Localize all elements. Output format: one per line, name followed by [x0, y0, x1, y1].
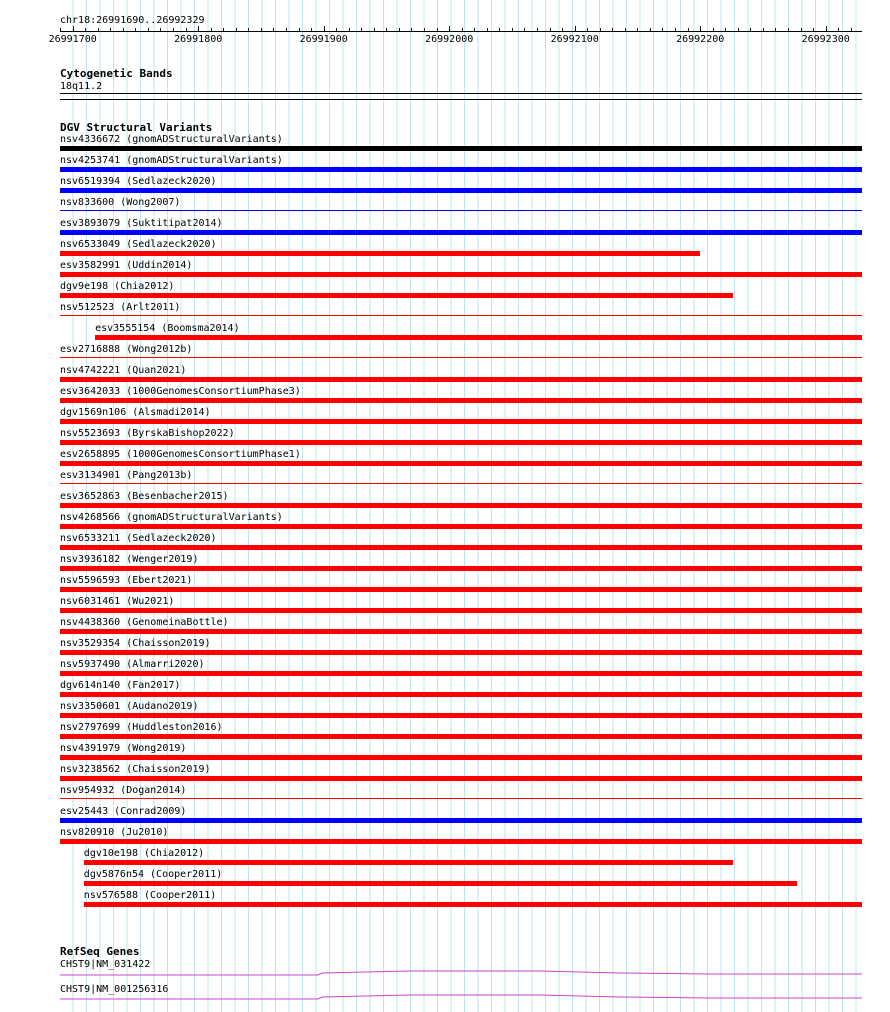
cytoband-track-title: Cytogenetic Bands	[60, 67, 173, 80]
dgv-variant-label[interactable]: nsv3529354 (Chaisson2019)	[60, 638, 211, 649]
dgv-variant-label[interactable]: nsv576588 (Cooper2011)	[83, 890, 217, 901]
dgv-variant-label[interactable]: esv3652863 (Besenbacher2015)	[60, 491, 229, 502]
dgv-variant-label[interactable]: nsv3936182 (Wenger2019)	[60, 554, 199, 565]
ruler-tick-label: 26992200	[676, 34, 725, 45]
ruler-tick-label: 26991800	[174, 34, 223, 45]
dgv-variant-label[interactable]: esv3582991 (Uddin2014)	[60, 260, 193, 271]
dgv-variant-label[interactable]: dgv5876n54 (Cooper2011)	[83, 869, 223, 880]
refseq-gene-label[interactable]: CHST9|NM_001256316	[60, 984, 169, 995]
dgv-variant-label[interactable]: esv3893079 (Suktitipat2014)	[60, 218, 223, 229]
ruler-tick-label: 26991900	[299, 34, 348, 45]
dgv-variant-label[interactable]: nsv512523 (Arlt2011)	[60, 302, 181, 313]
dgv-variant-label[interactable]: dgv9e198 (Chia2012)	[60, 281, 175, 292]
dgv-variant-label[interactable]: dgv1569n106 (Alsmadi2014)	[60, 407, 211, 418]
dgv-variant-label[interactable]: esv2658895 (1000GenomesConsortiumPhase1)	[60, 449, 301, 460]
ruler-tick-label: 26992100	[550, 34, 599, 45]
dgv-variant-label[interactable]: nsv4253741 (gnomADStructuralVariants)	[60, 155, 283, 166]
dgv-variant-label[interactable]: nsv6533049 (Sedlazeck2020)	[60, 239, 217, 250]
refseq-gene-label[interactable]: CHST9|NM_031422	[60, 959, 151, 970]
ruler-position-label: chr18:26991690..26992329	[60, 15, 205, 26]
dgv-variant-label[interactable]: nsv4438360 (GenomeinaBottle)	[60, 617, 229, 628]
dgv-variant-label[interactable]: esv3134901 (Pang2013b)	[60, 470, 193, 481]
cytoband-label: 18q11.2	[60, 81, 103, 92]
refseq-gene-model-2[interactable]	[60, 995, 862, 999]
dgv-variant-label[interactable]: nsv833600 (Wong2007)	[60, 197, 181, 208]
dgv-variant-label[interactable]: esv25443 (Conrad2009)	[60, 806, 187, 817]
refseq-track-title: RefSeq Genes	[60, 945, 140, 958]
dgv-variant-label[interactable]: nsv4336672 (gnomADStructuralVariants)	[60, 134, 283, 145]
refseq-gene-model-1[interactable]	[60, 971, 862, 975]
dgv-variant-label[interactable]: esv3555154 (Boomsma2014)	[95, 323, 240, 334]
dgv-variant-label[interactable]: nsv6031461 (Wu2021)	[60, 596, 175, 607]
ruler-tick-label: 26992300	[801, 34, 850, 45]
dgv-variant-label[interactable]: nsv4268566 (gnomADStructuralVariants)	[60, 512, 283, 523]
dgv-variant-label[interactable]: dgv614n140 (Fan2017)	[60, 680, 181, 691]
dgv-variant-label[interactable]: nsv954932 (Dogan2014)	[60, 785, 187, 796]
ruler-tick-label: 26992000	[425, 34, 474, 45]
dgv-variant-label[interactable]: dgv10e198 (Chia2012)	[83, 848, 205, 859]
dgv-variant-label[interactable]: nsv5596593 (Ebert2021)	[60, 575, 193, 586]
dgv-variant-label[interactable]: nsv4742221 (Quan2021)	[60, 365, 187, 376]
dgv-variant-label[interactable]: esv2716888 (Wong2012b)	[60, 344, 193, 355]
dgv-variant-label[interactable]: nsv820910 (Ju2010)	[60, 827, 169, 838]
dgv-variant-label[interactable]: nsv5937490 (Almarri2020)	[60, 659, 205, 670]
dgv-variant-label[interactable]: nsv3350601 (Audano2019)	[60, 701, 199, 712]
dgv-variant-label[interactable]: nsv5523693 (ByrskaBishop2022)	[60, 428, 235, 439]
ruler-tick-label: 26991700	[48, 34, 97, 45]
dgv-variant-label[interactable]: nsv2797699 (Huddleston2016)	[60, 722, 223, 733]
dgv-variant-label[interactable]: nsv6533211 (Sedlazeck2020)	[60, 533, 217, 544]
dgv-variant-label[interactable]: esv3642033 (1000GenomesConsortiumPhase3)	[60, 386, 301, 397]
dgv-variant-label[interactable]: nsv3238562 (Chaisson2019)	[60, 764, 211, 775]
dgv-variant-label[interactable]: nsv4391979 (Wong2019)	[60, 743, 187, 754]
dgv-variant-label[interactable]: nsv6519394 (Sedlazeck2020)	[60, 176, 217, 187]
dgv-track-title: DGV Structural Variants	[60, 121, 213, 134]
